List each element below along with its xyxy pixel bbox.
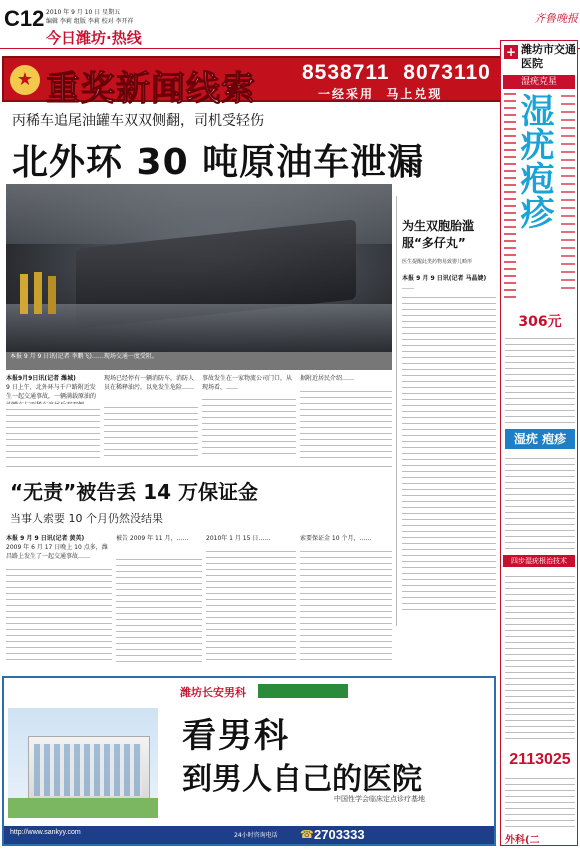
story2-col-3 <box>206 534 296 664</box>
page-code: C12 <box>4 6 45 31</box>
story1-col-3 <box>202 374 296 458</box>
story1-col-2 <box>104 374 198 458</box>
sidebar-subtitle: 医生提醒此类药物易致婴儿畸形 <box>402 259 473 265</box>
story1-col1-text: 9 日上午，北外环与千户路附近发生一起交通事故，一辆满载原油的 <box>6 384 97 400</box>
clinic-building-image <box>8 708 158 818</box>
hotline-banner <box>2 56 502 109</box>
ad-footer-strip <box>4 826 494 844</box>
ad-headline-2: 到男人自己的医院 <box>182 762 422 797</box>
paper-logo: 齐鲁晚报 <box>534 12 578 25</box>
hospital-name: 潍坊市交通医院 <box>521 43 576 70</box>
masthead <box>0 0 580 50</box>
ad-tagline: 湿疣克星 <box>503 75 575 89</box>
photo-caption: 本报 9 月 9 日讯(记者 李鹏飞)……现场交通一度受阻。 <box>6 352 392 370</box>
banner-slogan: 一经采用 马上兑现 <box>318 87 443 101</box>
story2-divider <box>6 466 392 467</box>
story2-col4-text: 索要保证金 10 个月，…… <box>300 535 372 542</box>
right-hospital-ad <box>500 40 578 846</box>
hospital-cross-icon: + <box>505 45 517 59</box>
ad-phone: 2113025 <box>509 751 571 768</box>
story2-headline: “无责”被告丢 14 万保证金 <box>10 480 259 504</box>
story1-col2-text: 现场已经停有一辆消防车，消防人员在稀释油污，以免发生危险…… <box>104 375 195 391</box>
ad-big-title: 湿疣疱疹 <box>514 93 554 229</box>
ad-lower-banner: 四步湿疣根治技术 <box>503 555 575 567</box>
banner-title: 重奖新闻线索 <box>46 69 256 109</box>
story1-lead: 本报9月9日讯(记者 潍城) <box>6 375 76 382</box>
story1-col3-text: 事故发生在一家物流公司门口，从现场看，…… <box>202 375 293 391</box>
ad-lower-title: 湿疣 疱疹 <box>505 429 575 449</box>
story2-col3-text: 2010年 1 月 15 日…… <box>206 535 271 542</box>
sidebar-lead: 本报 9 月 9 日讯(记者 马晶婕) <box>402 275 487 282</box>
story2-lead: 本报 9 月 9 日讯(记者 黄英) <box>6 535 85 542</box>
sidebar-title: 为生双胞胎滥服“多仔丸” <box>402 219 475 250</box>
story2-col-2 <box>116 534 202 664</box>
story1-subhead: 丙稀车追尾油罐车双双侧翻，司机受轻伤 <box>12 113 264 129</box>
banner-star-icon: ★ <box>10 65 40 95</box>
story1-col-4 <box>300 374 392 458</box>
story2-col-1 <box>6 534 112 664</box>
date-line: 2010 年 9 月 10 日 星期五 <box>46 9 121 16</box>
ad-vertical-copy <box>561 95 575 295</box>
story1-col4-text: 据附近居民介绍…… <box>300 375 355 382</box>
clinic-name: 潍坊长安男科 <box>180 686 246 699</box>
ad-price: 306元 <box>518 314 562 330</box>
story2-col-4 <box>300 534 392 664</box>
story1-headline: 北外环 30 吨原油车泄漏 <box>12 142 425 183</box>
clinic-name-tag <box>258 684 348 698</box>
sidebar-body: …… <box>402 284 414 291</box>
clinic-hotline[interactable]: 2703333 <box>314 827 365 842</box>
editor-line: 编辑 李莉 组版 李莉 校对 李开祥 <box>46 18 134 25</box>
ad-headline-1: 看男科 <box>182 716 290 756</box>
hotline-label: 24小时咨询电话 <box>234 832 278 839</box>
banner-phones: 8538711 8073110 <box>302 61 491 84</box>
clinic-website[interactable]: http://www.sankyy.com <box>10 829 81 836</box>
story2-col1-text: 2009 年 6 月 17 日晚上 10 点多，潍昌路上发生了一起交通事故…… <box>6 544 108 560</box>
story1-col-1 <box>6 374 100 458</box>
ad-tagline: 中国性学会临床定点诊疗基地 <box>334 795 425 803</box>
story2-subhead: 当事人索要 10 个月仍然没结果 <box>10 512 163 525</box>
header-rule <box>0 48 580 49</box>
clinic-phone-icon: ☎ <box>300 828 314 841</box>
story2-col2-text: 被告 2009 年 11 月，…… <box>116 535 189 542</box>
tanker-accident-photo <box>6 184 392 352</box>
ad-footer: 外科(二 <box>505 835 540 846</box>
sidebar-story <box>398 218 496 618</box>
bottom-clinic-ad <box>2 676 496 846</box>
section-title: 今日潍坊·热线 <box>46 29 142 47</box>
sidebar-divider <box>396 196 397 626</box>
